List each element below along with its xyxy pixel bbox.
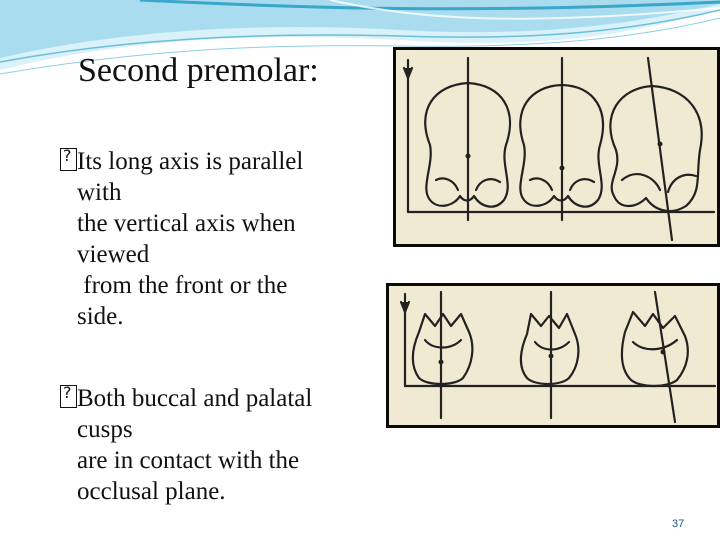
- bullet-long-axis: [60, 146, 370, 332]
- bullet-cusps-contact: [60, 383, 370, 507]
- premolar-axis-front-view-figure: [393, 47, 720, 247]
- bullet-line: with: [77, 179, 122, 206]
- premolar-axis-side-view-figure: [386, 283, 720, 428]
- bullet-line: side.: [77, 303, 124, 330]
- bullet-line: the vertical axis when: [77, 210, 296, 237]
- bullet-line: are in contact with the: [77, 447, 300, 474]
- bullet-line: viewed: [77, 241, 150, 268]
- bullet-line: occlusal plane.: [77, 478, 226, 505]
- premolar-side-view-drawing: [389, 286, 717, 425]
- bullet-glyph-icon: [60, 148, 77, 171]
- bullet-line: Its long axis is parallel: [77, 148, 304, 175]
- bullet-line: from the front or the: [77, 272, 288, 299]
- bullet-glyph-icon: [60, 385, 77, 408]
- bullet-line: cusps: [77, 416, 133, 443]
- page-number: 37: [672, 518, 685, 530]
- premolar-front-view-drawing: [396, 50, 717, 244]
- bullet-line: Both buccal and palatal: [77, 385, 313, 412]
- slide-title: Second premolar:: [78, 52, 319, 89]
